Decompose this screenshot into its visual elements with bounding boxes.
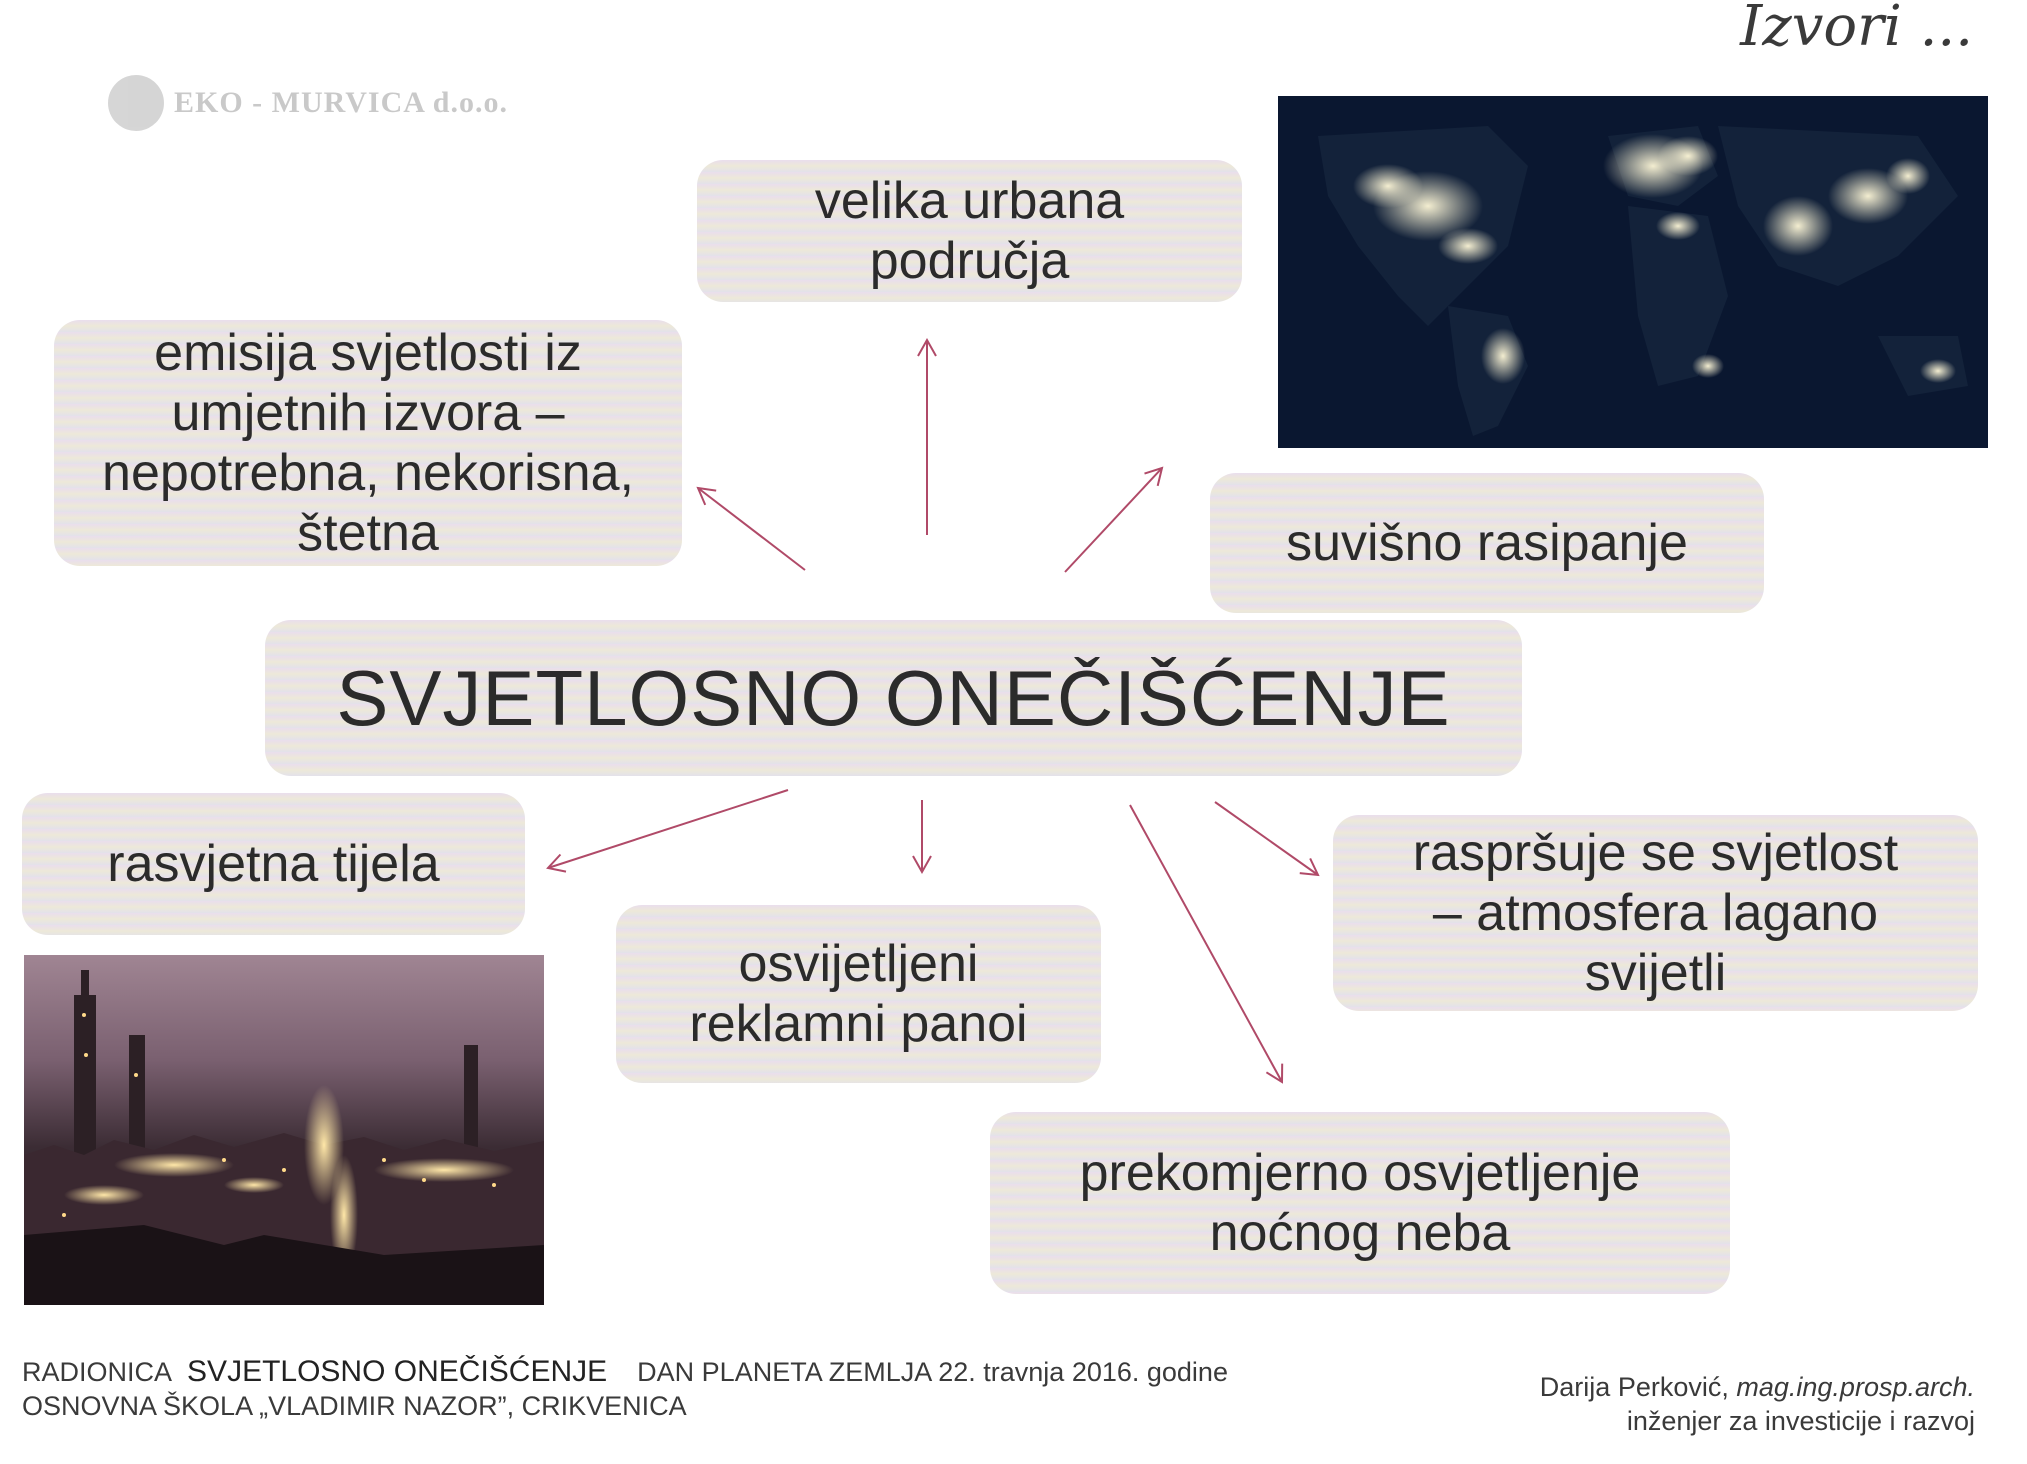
author-line <box>1540 1370 1975 1404</box>
footer-line-1: RADIONICA SVJETLOSNO ONEČIŠĆENJE DAN PLANETA ZEMLJA 22. travnja 2016. godine <box>22 1355 1228 1388</box>
corner-title: Izvori ... <box>1740 0 1973 59</box>
node-excess-waste: suvišno rasipanje <box>1210 473 1764 613</box>
footer-workshop-title: SVJETLOSNO ONEČIŠĆENJE <box>187 1355 608 1388</box>
arrow-to-fixtures <box>548 790 788 868</box>
author-title: mag.ing.prosp.arch. <box>1736 1372 1975 1402</box>
arrow-to-emission <box>698 488 805 570</box>
central-topic: SVJETLOSNO ONEČIŠĆENJE <box>265 620 1522 776</box>
author-name: Darija Perković, <box>1539 1372 1729 1402</box>
node-urban-areas: velika urbana područja <box>697 160 1242 302</box>
logo-text: EKO - MURVICA d.o.o. <box>174 86 508 119</box>
node-light-fixtures: rasvjetna tijela <box>22 793 525 935</box>
node-sky-overlighting: prekomjerno osvjetljenje noćnog neba <box>990 1112 1730 1294</box>
node-light-scatter: raspršuje se svjetlost – atmosfera lagano svijetli <box>1333 815 1978 1011</box>
node-light-emission: emisija svjetlosti iz umjetnih izvora – nepotrebna, nekorisna, štetna <box>54 320 682 566</box>
arrow-to-waste <box>1065 468 1162 572</box>
arrow-to-scatter <box>1215 802 1318 875</box>
author-role: inženjer za investicije i razvoj <box>1626 1406 1975 1436</box>
footer-line-2: OSNOVNA ŠKOLA „VLADIMIR NAZOR”, CRIKVENICA <box>22 1391 687 1421</box>
footer-event <box>22 1355 1228 1423</box>
arrow-to-overlight <box>1130 805 1282 1082</box>
node-billboards: osvijetljeni reklamni panoi <box>616 905 1101 1083</box>
footer-author <box>1540 1370 1975 1438</box>
